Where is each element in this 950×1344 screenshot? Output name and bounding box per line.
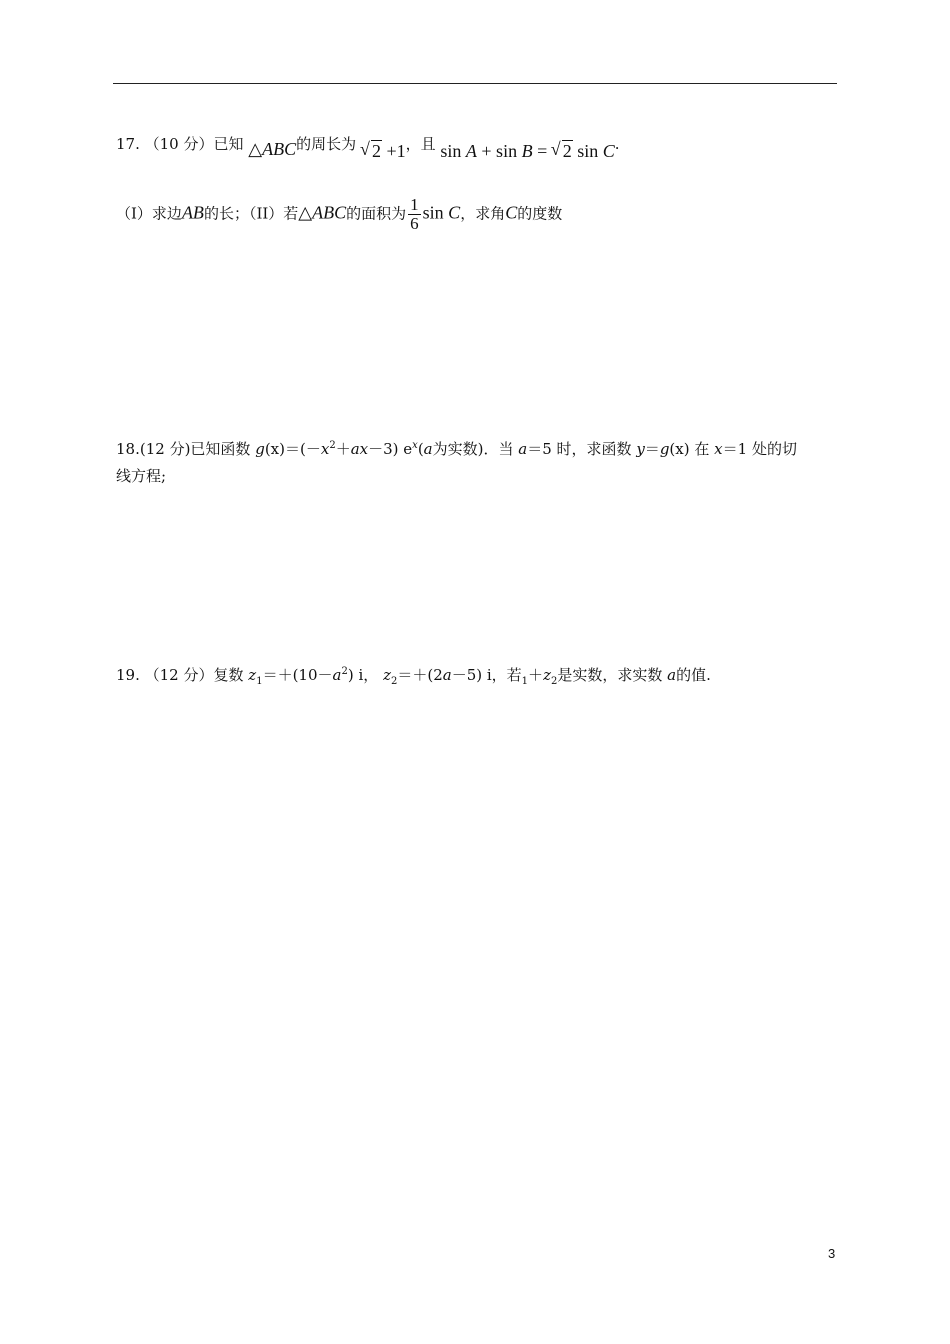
math-var: g — [255, 440, 265, 458]
radicand: 2 — [371, 141, 381, 161]
question-17-text: 的周长为 — [296, 135, 357, 153]
triangle-label: ABC — [312, 202, 347, 223]
subscript: 2 — [550, 676, 558, 687]
math-term: +1 — [381, 141, 406, 161]
math-term: sin — [440, 141, 466, 161]
question-18-text: 为实数)．当 — [432, 440, 514, 458]
math-term: ＋ — [335, 440, 351, 458]
triangle-symbol: △ — [248, 139, 263, 159]
math-term: ( — [417, 440, 424, 458]
question-18-text: ＝5 时，求函数 — [527, 440, 632, 458]
question-17-text: 的面积为 — [346, 204, 407, 223]
subscript: 2 — [390, 676, 398, 687]
math-var: z — [383, 666, 391, 684]
fraction — [408, 196, 421, 233]
math-var: C — [505, 202, 518, 223]
given-equation — [440, 141, 614, 161]
math-var: a — [332, 666, 342, 684]
math-var: g — [659, 440, 670, 458]
question-18-score: (12 分) — [139, 440, 191, 458]
math-term: ＝＋(10－ — [262, 666, 333, 684]
question-18-line-2 — [116, 465, 166, 487]
triangle-label: ABC — [262, 139, 297, 159]
math-term: (x) — [669, 440, 690, 458]
math-var: x — [714, 440, 723, 458]
math-term: ＋ — [528, 666, 544, 684]
question-19-text: 复数 — [213, 666, 244, 684]
exponent: 2 — [341, 666, 348, 677]
fraction-numerator: 1 — [410, 195, 419, 214]
fraction-denominator: 6 — [410, 214, 419, 233]
question-19-text: 是实数，求实数 — [557, 666, 663, 684]
math-term: －3) e — [368, 440, 413, 458]
triangle-symbol: △ — [298, 202, 313, 223]
question-19-text: －5) i，若 — [451, 666, 522, 684]
question-18-number: 18. — [116, 440, 140, 458]
math-term: . — [614, 135, 620, 153]
math-var: x — [320, 440, 330, 458]
math-var: a — [442, 666, 452, 684]
question-17-line-2 — [116, 196, 562, 233]
question-17-text: 已知 — [213, 135, 244, 153]
math-var: ax — [350, 440, 369, 458]
question-17-number: 17. — [116, 135, 140, 153]
question-19-number: 19. — [116, 666, 140, 684]
question-18-line-1 — [116, 438, 797, 460]
question-17-text: 的长；（II）若 — [203, 204, 299, 223]
question-17-text: ，求角 — [460, 204, 506, 223]
question-19-score: （12 分） — [144, 666, 214, 684]
question-17-line-1 — [116, 132, 620, 161]
question-18-text: ＝1 处的切 — [722, 440, 797, 458]
question-18-text: 线方程; — [116, 467, 167, 485]
math-var: C — [448, 202, 461, 223]
sqrt-expression — [362, 140, 382, 162]
math-term: + sin — [476, 141, 522, 161]
question-19-text: 的值. — [676, 666, 711, 684]
math-var: A — [465, 141, 477, 161]
exponent: 2 — [329, 440, 336, 451]
sqrt-expression — [553, 140, 573, 162]
radicand: 2 — [562, 141, 572, 161]
math-var: a — [518, 440, 528, 458]
math-var: C — [602, 141, 615, 161]
math-term: sin — [572, 141, 603, 161]
subscript: 1 — [256, 676, 263, 687]
math-term: = — [532, 141, 552, 161]
math-var: a — [423, 440, 433, 458]
header-rule — [113, 83, 837, 84]
question-18-text: 在 — [694, 440, 710, 458]
math-term: sin — [422, 202, 449, 223]
math-var: y — [636, 440, 645, 458]
question-17-text: ，且 — [405, 135, 436, 153]
math-var: a — [667, 666, 677, 684]
question-17-text: （I）求边 — [116, 204, 182, 223]
math-var: B — [521, 141, 533, 161]
question-17-score: （10 分） — [144, 135, 214, 153]
math-term: (x) — [264, 440, 285, 458]
question-18-text: 已知函数 — [190, 440, 251, 458]
question-17-text: 的度数 — [517, 204, 563, 223]
math-var: z — [248, 666, 257, 684]
math-term: ＝＋(2 — [397, 666, 443, 684]
page-number: 3 — [828, 1246, 836, 1261]
math-term: ＝ — [644, 440, 660, 458]
question-19-line-1 — [116, 664, 711, 686]
math-var: z — [543, 666, 551, 684]
math-term: ＝(－ — [285, 440, 321, 458]
subscript: 1 — [521, 676, 529, 687]
math-term: ) i， — [347, 666, 379, 684]
math-var: AB — [181, 202, 204, 223]
exponent: x — [412, 440, 418, 451]
